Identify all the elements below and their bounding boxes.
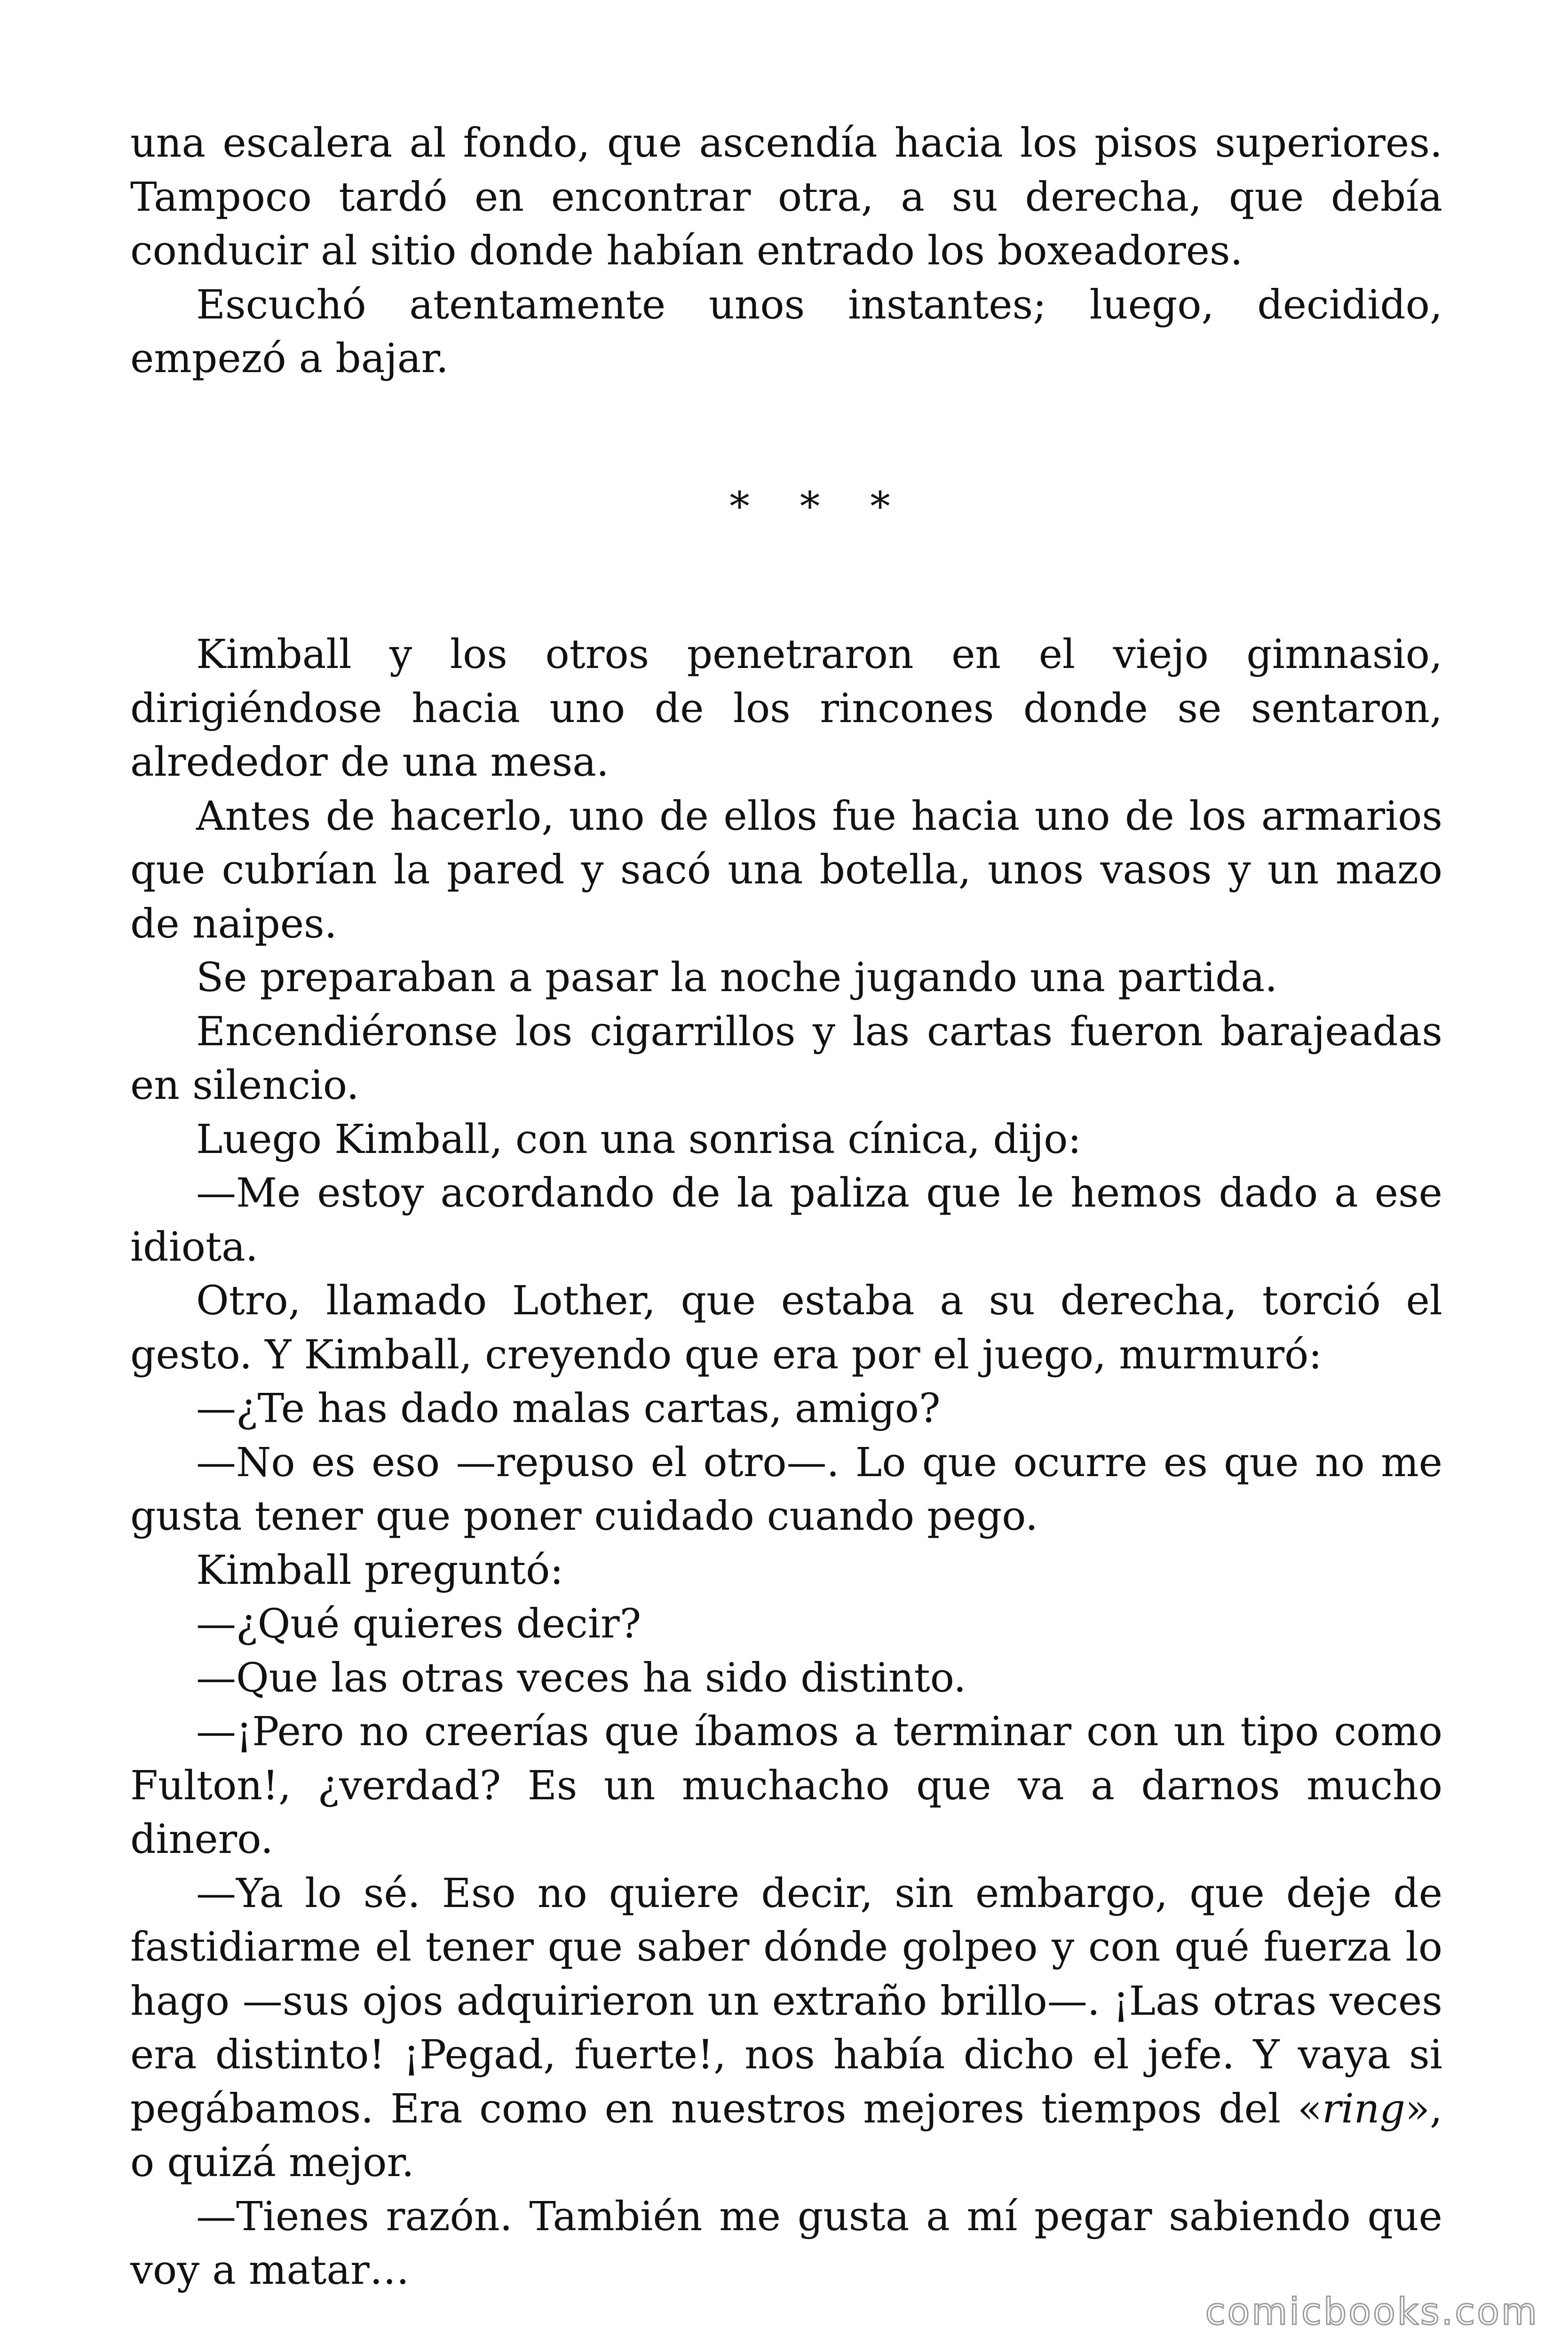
- paragraph: Kimball y los otros penetraron en el viejo gimnasio, dirigiéndose hacia uno de los rincones donde se sentaron, alrededor de una mesa.: [130, 631, 1442, 786]
- watermark-logo: comicbooks.com: [1205, 2291, 1539, 2333]
- paragraph: Se preparaban a pasar la noche jugando una partida.: [196, 954, 1278, 1001]
- paragraph-text: —Ya lo sé. Eso no quiere decir, sin embargo, que deje de fastidiarme el tener que saber dónde golpeo y con qué fuerza lo hago —sus ojos adquirieron un extraño brillo—. ¡Las otras veces era distinto! ¡Pegad, fuerte!, nos había dicho el jefe. Y vaya si pegábamos. Era como en nuestros mejores tiempos del «: [130, 1870, 1442, 2132]
- dialogue-paragraph: —¿Qué quieres decir?: [196, 1601, 641, 1647]
- dialogue-paragraph: —¿Te has dado malas cartas, amigo?: [196, 1385, 941, 1432]
- paragraph: Otro, llamado Lother, que estaba a su derecha, torció el gesto. Y Kimball, creyendo que era por el juego, murmuró:: [130, 1278, 1442, 1378]
- italic-word: ring: [1322, 2085, 1405, 2132]
- scene-break: * * *: [729, 483, 909, 530]
- dialogue-paragraph: —No es eso —repuso el otro—. Lo que ocurre es que no me gusta tener que poner cuidado cuando pego.: [130, 1439, 1442, 1540]
- dialogue-paragraph: —Que las otras veces ha sido distinto.: [196, 1654, 966, 1701]
- paragraph: Luego Kimball, con una sonrisa cínica, dijo:: [196, 1116, 1082, 1163]
- paragraph: Encendiéronse los cigarrillos y las cartas fueron barajeadas en silencio.: [130, 1008, 1442, 1109]
- dialogue-paragraph: —Me estoy acordando de la paliza que le hemos dado a ese idiota.: [130, 1170, 1442, 1271]
- dialogue-paragraph: [130, 1867, 1442, 2190]
- dialogue-paragraph: —¡Pero no creerías que íbamos a terminar con un tipo como Fulton!, ¿verdad? Es un muchacho que va a darnos mucho dinero.: [130, 1708, 1442, 1863]
- paragraph: Escuchó atentamente unos instantes; luego, decidido, empezó a bajar.: [130, 281, 1442, 382]
- page-text: [130, 117, 1442, 2298]
- paragraph: una escalera al fondo, que ascendía hacia los pisos superiores. Tampoco tardó en encontrar otra, a su derecha, que debía conducir al sitio donde habían entrado los boxeadores.: [130, 120, 1442, 274]
- paragraph-text: », o quizá mejor.: [130, 2085, 1442, 2186]
- dialogue-paragraph: —Tienes razón. También me gusta a mí pegar sabiendo que voy a matar…: [130, 2193, 1442, 2294]
- paragraph: Antes de hacerlo, uno de ellos fue hacia uno de los armarios que cubrían la pared y sacó una botella, unos vasos y un mazo de naipes.: [130, 793, 1442, 947]
- paragraph: Kimball preguntó:: [196, 1547, 563, 1594]
